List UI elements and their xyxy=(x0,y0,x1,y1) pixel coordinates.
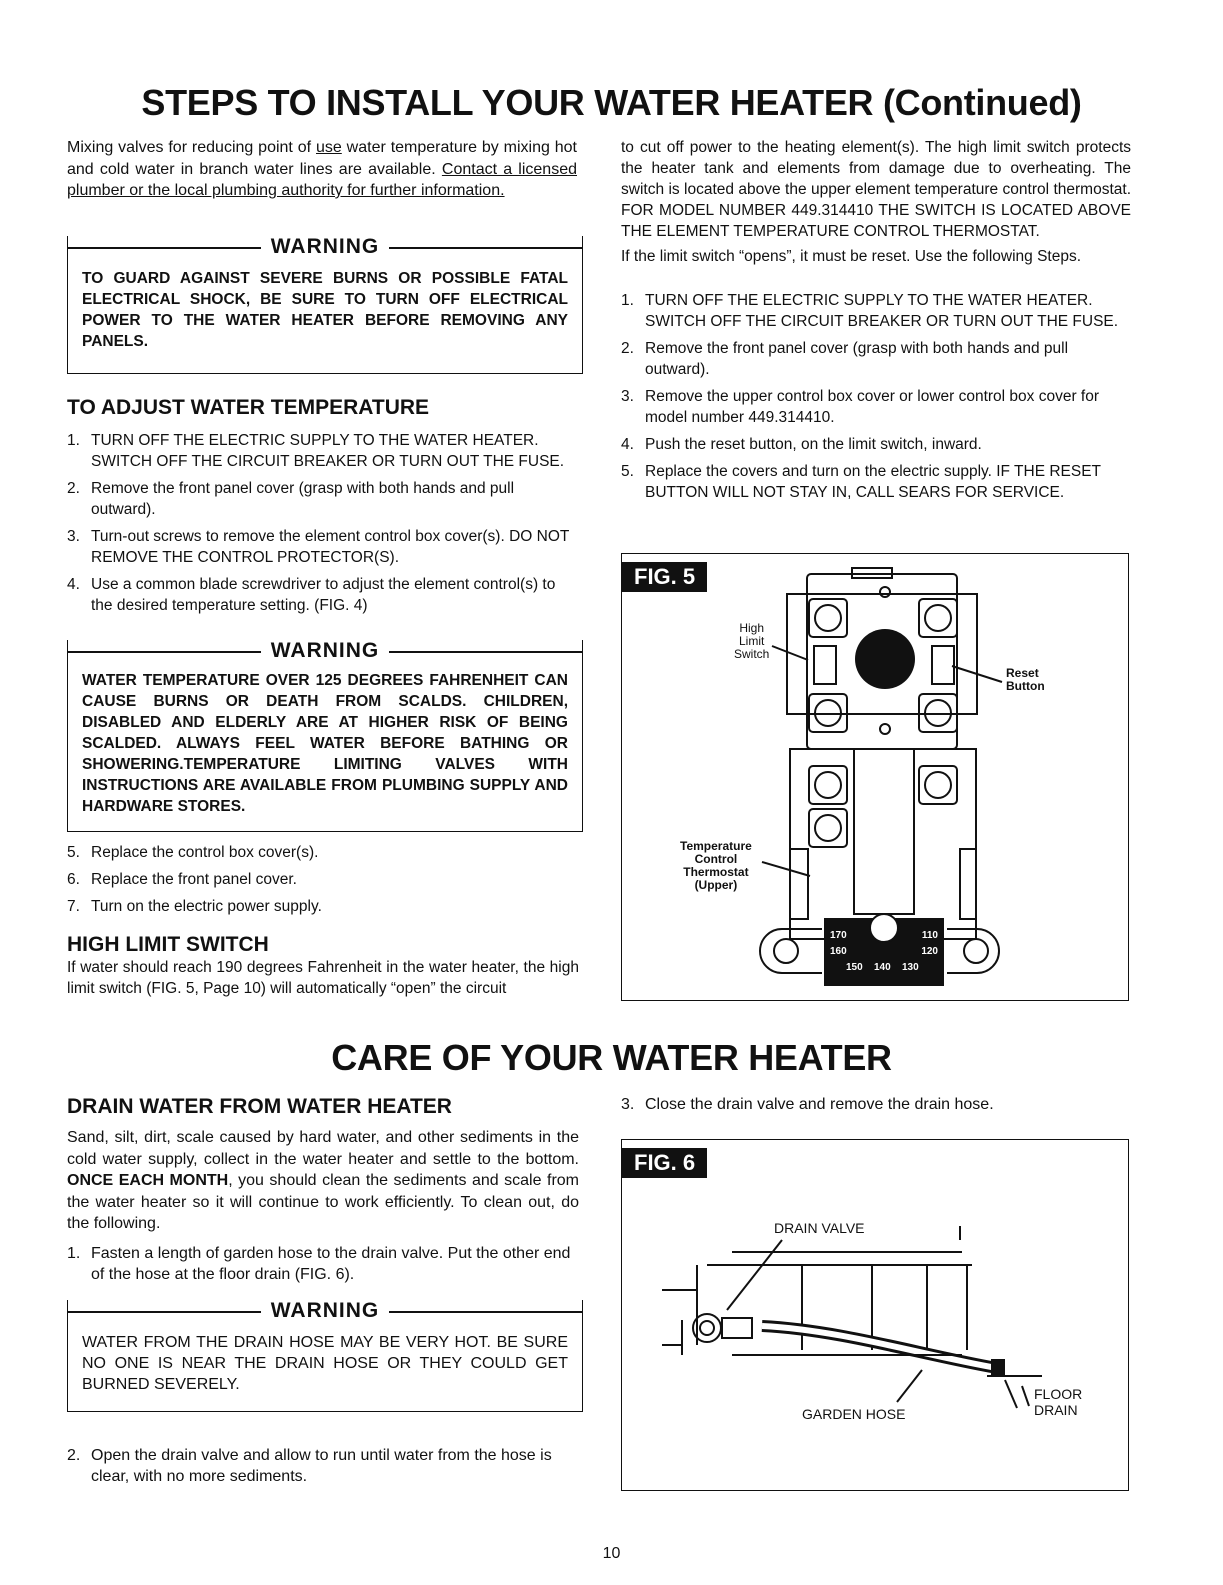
reset-instruction: If the limit switch “opens”, it must be reset. Use the following Steps. xyxy=(621,248,1082,265)
right-column-text xyxy=(621,137,1131,267)
warning-box-power xyxy=(67,236,583,374)
warning-title: WARNING xyxy=(261,639,390,662)
adjust-steps-continued xyxy=(67,842,579,923)
warning-header xyxy=(68,236,582,258)
intro-text-1: Mixing valves for reducing point of xyxy=(67,139,316,156)
warning-text: WATER FROM THE DRAIN HOSE MAY BE VERY HOT. BE SURE NO ONE IS NEAR THE DRAIN HOSE OR THEY COULD GET BURNED SEVERELY. xyxy=(82,1334,568,1393)
list-item: 4. Push the reset button, on the limit switch, inward. xyxy=(621,436,982,453)
list-item: 1. TURN OFF THE ELECTRIC SUPPLY TO THE WATER HEATER. SWITCH OFF THE CIRCUIT BREAKER OR TURN OUT THE FUSE. xyxy=(621,292,1119,330)
list-item: 3. Turn-out screws to remove the element control box cover(s). DO NOT REMOVE THE CONTROL PROTECTOR(S). xyxy=(67,528,570,566)
high-limit-text: If water should reach 190 degrees Fahrenheit in the water heater, the high limit switch (FIG. 5, Page 10) will automatically “open” the circuit xyxy=(67,959,579,997)
garden-hose-label: GARDEN HOSE xyxy=(802,1406,906,1422)
warning-box-temperature xyxy=(67,640,583,832)
list-item: 5. Replace the covers and turn on the electric supply. IF THE RESET BUTTON WILL NOT STAY IN, CALL SEARS FOR SERVICE. xyxy=(621,463,1101,501)
list-item: 7. Turn on the electric power supply. xyxy=(67,898,322,915)
list-item: 3. Close the drain valve and remove the drain hose. xyxy=(621,1096,994,1113)
warning-title: WARNING xyxy=(261,1299,390,1322)
drain-step-1 xyxy=(67,1243,579,1291)
intro-contact: Contact a licensed plumber or the local plumbing authority for further information. xyxy=(67,160,577,199)
warning-box-hot-water xyxy=(67,1300,583,1412)
warning-text: WATER TEMPERATURE OVER 125 DEGREES FAHRENHEIT CAN CAUSE BURNS OR DEATH FROM SCALDS. CHILDREN, DISABLED AND ELDERLY ARE AT HIGHER RISK OF BEING SCALDED. ALWAYS FEEL WATER BEFORE BATHING OR SHOWERING.TEMPERATURE LIMITING VALVES WITH INSTRUCTIONS ARE AVAILABLE FROM PLUMBING SUPPLY AND HARDWARE STORES. xyxy=(82,672,568,815)
list-item: 3. Remove the upper control box cover or lower control box cover for model number 449.314410. xyxy=(621,388,1100,426)
warning-header xyxy=(68,1300,582,1322)
drain-diagram xyxy=(622,1140,1130,1492)
page-number: 10 xyxy=(602,1545,621,1562)
drain-intro: Sand, silt, dirt, scale caused by hard water, and other sediments in the cold water supply, collect in the water heater and settle to the bottom. ONCE EACH MONTH, you should clean the sediments and scale from the water heater so it will continue to work efficiently. To clean out, do the following. xyxy=(67,1129,579,1232)
figure-label: FIG. 6 xyxy=(622,1148,707,1178)
floor-drain-label: FLOOR DRAIN xyxy=(1034,1386,1083,1418)
drain-frequency: ONCE EACH MONTH xyxy=(67,1172,229,1189)
list-item: 1. Fasten a length of garden hose to the drain valve. Put the other end of the hose at the floor drain (FIG. 6). xyxy=(67,1245,571,1283)
section-heading-drain: DRAIN WATER FROM WATER HEATER xyxy=(67,1095,452,1118)
reset-steps xyxy=(621,290,1131,509)
reset-button-label: Reset Button xyxy=(1006,666,1045,693)
drain-valve-label: DRAIN VALVE xyxy=(774,1220,865,1236)
figure-6 xyxy=(621,1139,1129,1491)
page-title: STEPS TO INSTALL YOUR WATER HEATER (Continued) xyxy=(141,82,1082,123)
section-heading-adjust: TO ADJUST WATER TEMPERATURE xyxy=(67,396,430,419)
dial-labels: 170 110 160 120 150 140 130 xyxy=(830,930,938,973)
high-limit-text-continued: to cut off power to the heating element(s). The high limit switch protects the heater tank and elements from damage due to overheating. The switch is located above the upper element temperature control thermostat. FOR MODEL NUMBER 449.314410 THE SWITCH IS LOCATED ABOVE THE ELEMENT TEMPERATURE CONTROL THERMOSTAT. xyxy=(621,139,1131,240)
figure-5 xyxy=(621,553,1129,1001)
intro-use: use xyxy=(316,139,342,156)
list-item: 5. Replace the control box cover(s). xyxy=(67,844,319,861)
adjust-steps xyxy=(67,430,579,622)
list-item: 6. Replace the front panel cover. xyxy=(67,871,297,888)
intro-text-2: water temperature by mixing hot and cold water in branch water lines are available. xyxy=(67,139,577,178)
list-item: 2. Open the drain valve and allow to run until water from the hose is clear, with no more sediments. xyxy=(67,1447,552,1485)
list-item: 4. Use a common blade screwdriver to adjust the element control(s) to the desired temperature setting. (FIG. 4) xyxy=(67,576,556,614)
drain-step-2 xyxy=(67,1445,579,1493)
high-limit-label: High Limit Switch xyxy=(734,621,770,661)
figure-label: FIG. 5 xyxy=(622,562,707,592)
list-item: 2. Remove the front panel cover (grasp with both hands and pull outward). xyxy=(621,340,1069,378)
warning-text: TO GUARD AGAINST SEVERE BURNS OR POSSIBLE FATAL ELECTRICAL SHOCK, BE SURE TO TURN OFF ELECTRICAL POWER TO THE WATER HEATER BEFORE REMOVING ANY PANELS. xyxy=(82,270,568,350)
section-heading-high-limit: HIGH LIMIT SWITCH xyxy=(67,933,269,956)
intro-paragraph xyxy=(67,137,577,202)
warning-header xyxy=(68,640,582,662)
list-item: 1. TURN OFF THE ELECTRIC SUPPLY TO THE WATER HEATER. SWITCH OFF THE CIRCUIT BREAKER OR TURN OUT THE FUSE. xyxy=(67,432,565,470)
care-title: CARE OF YOUR WATER HEATER xyxy=(331,1037,892,1078)
thermostat-label: Temperature Control Thermostat (Upper) xyxy=(680,839,752,892)
list-item: 2. Remove the front panel cover (grasp with both hands and pull outward). xyxy=(67,480,515,518)
warning-title: WARNING xyxy=(261,235,390,258)
drain-step-3 xyxy=(621,1094,1131,1121)
